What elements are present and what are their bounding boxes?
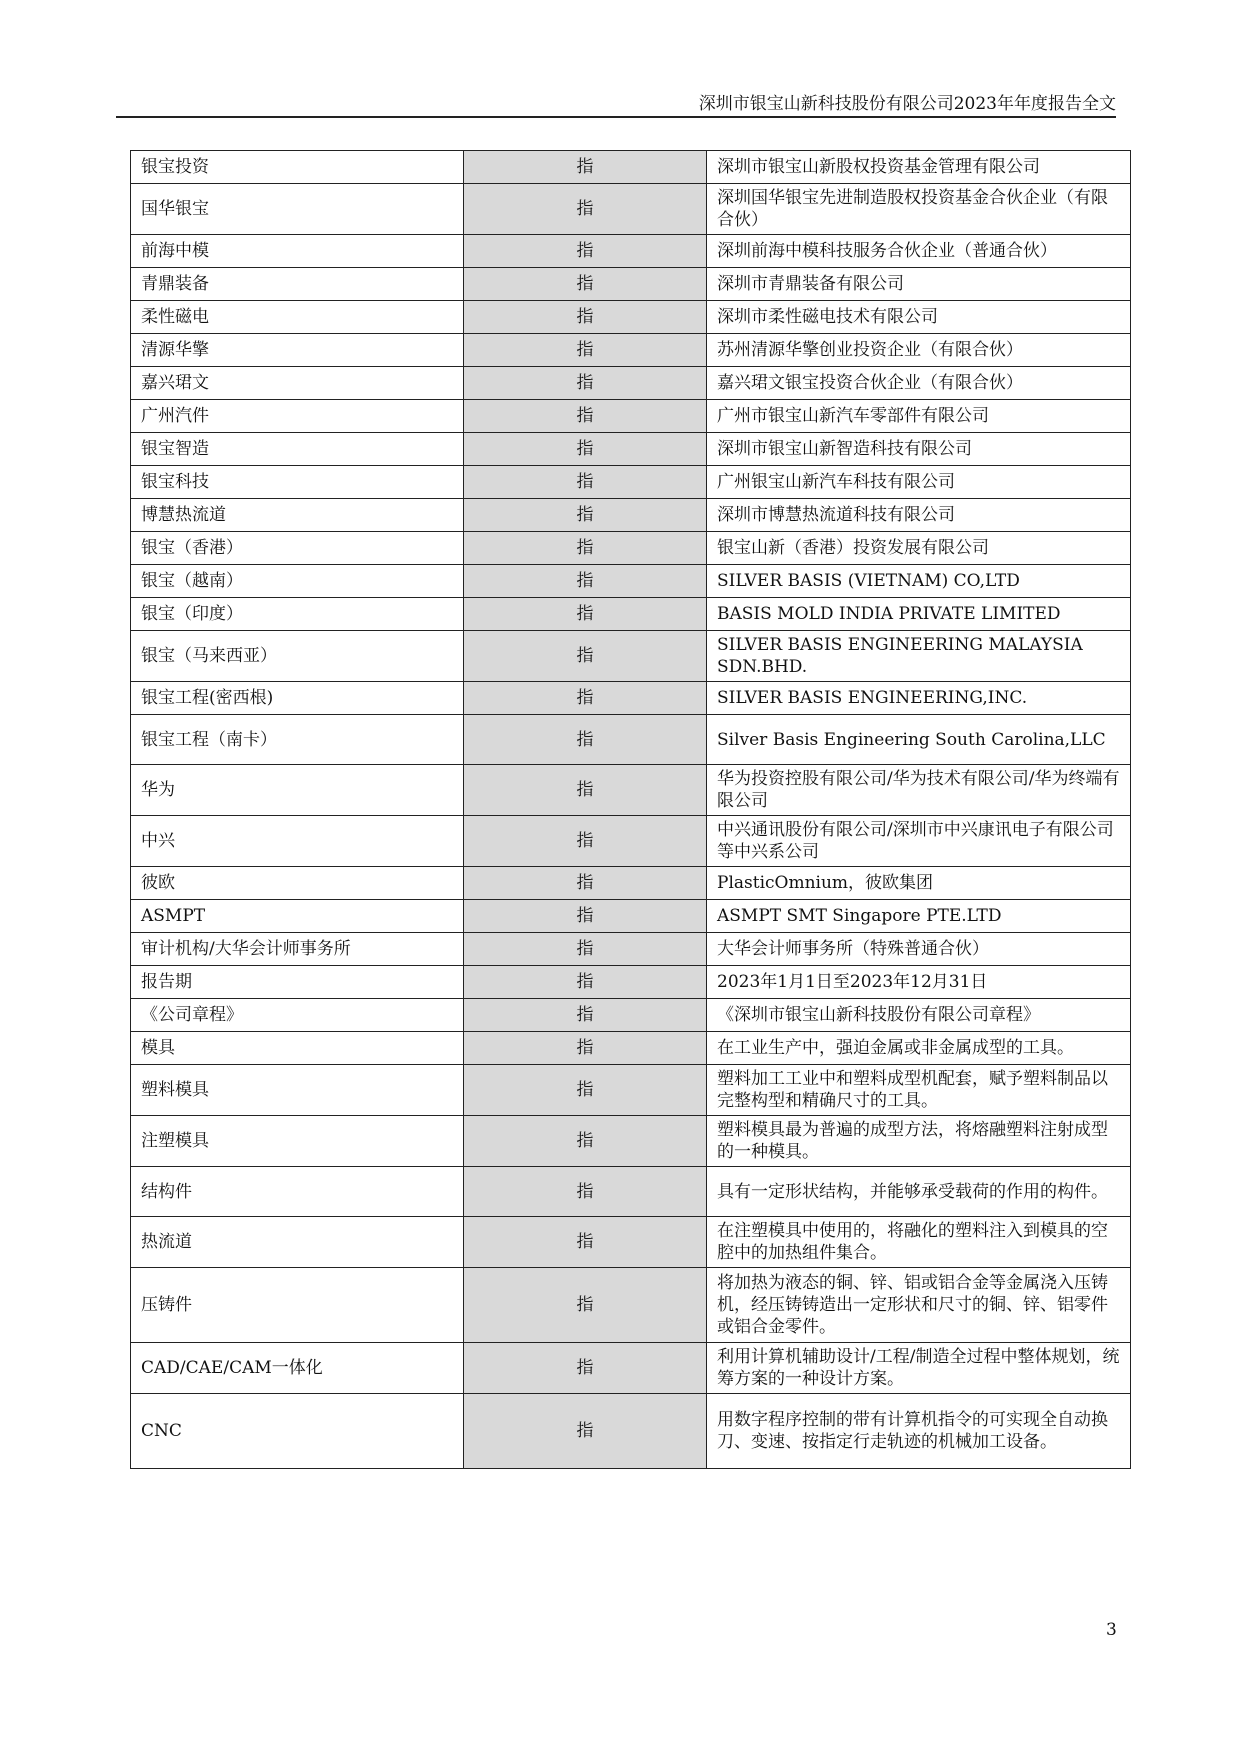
term-cell: 压铸件 (131, 1268, 464, 1343)
table-row (131, 433, 1131, 466)
definition-cell: ASMPT SMT Singapore PTE.LTD (707, 900, 1131, 933)
definition-cell: 深圳国华银宝先进制造股权投资基金合伙企业（有限合伙） (707, 184, 1131, 235)
indicator-cell: 指 (464, 715, 707, 765)
table-row (131, 1343, 1131, 1394)
term-cell: 广州汽件 (131, 400, 464, 433)
definition-cell: 中兴通讯股份有限公司/深圳市中兴康讯电子有限公司等中兴系公司 (707, 816, 1131, 867)
term-cell: 银宝智造 (131, 433, 464, 466)
page-number: 3 (1106, 1620, 1117, 1640)
term-cell: 结构件 (131, 1167, 464, 1217)
definition-cell: SILVER BASIS ENGINEERING MALAYSIA SDN.BHD. (707, 631, 1131, 682)
definition-cell: SILVER BASIS (VIETNAM) CO,LTD (707, 565, 1131, 598)
term-cell: 银宝（香港） (131, 532, 464, 565)
term-cell: 银宝工程（南卡） (131, 715, 464, 765)
indicator-cell: 指 (464, 235, 707, 268)
indicator-cell: 指 (464, 151, 707, 184)
indicator-cell: 指 (464, 1268, 707, 1343)
term-cell: 银宝投资 (131, 151, 464, 184)
table-row (131, 933, 1131, 966)
table-row (131, 400, 1131, 433)
definition-cell: 深圳市青鼎装备有限公司 (707, 268, 1131, 301)
definition-cell: 用数字程序控制的带有计算机指令的可实现全自动换刀、变速、按指定行走轨迹的机械加工设备。 (707, 1394, 1131, 1469)
table-row (131, 367, 1131, 400)
indicator-cell: 指 (464, 1116, 707, 1167)
table-row (131, 235, 1131, 268)
indicator-cell: 指 (464, 598, 707, 631)
table-row (131, 1217, 1131, 1268)
table-row (131, 816, 1131, 867)
indicator-cell: 指 (464, 499, 707, 532)
indicator-cell: 指 (464, 631, 707, 682)
definition-cell: 苏州清源华擎创业投资企业（有限合伙） (707, 334, 1131, 367)
term-cell: 《公司章程》 (131, 999, 464, 1032)
definition-cell: 广州市银宝山新汽车零部件有限公司 (707, 400, 1131, 433)
table-row (131, 499, 1131, 532)
term-cell: 银宝科技 (131, 466, 464, 499)
definition-cell: 在注塑模具中使用的，将融化的塑料注入到模具的空腔中的加热组件集合。 (707, 1217, 1131, 1268)
indicator-cell: 指 (464, 1065, 707, 1116)
term-cell: 审计机构/大华会计师事务所 (131, 933, 464, 966)
table-row (131, 765, 1131, 816)
term-cell: 银宝（马来西亚） (131, 631, 464, 682)
term-cell: 银宝工程(密西根) (131, 682, 464, 715)
table-row (131, 900, 1131, 933)
indicator-cell: 指 (464, 433, 707, 466)
indicator-cell: 指 (464, 816, 707, 867)
definition-cell: 2023年1月1日至2023年12月31日 (707, 966, 1131, 999)
term-cell: 银宝（越南） (131, 565, 464, 598)
table-row (131, 715, 1131, 765)
indicator-cell: 指 (464, 867, 707, 900)
definition-cell: 银宝山新（香港）投资发展有限公司 (707, 532, 1131, 565)
term-cell: 模具 (131, 1032, 464, 1065)
table-row (131, 301, 1131, 334)
definition-cell: 《深圳市银宝山新科技股份有限公司章程》 (707, 999, 1131, 1032)
term-cell: 嘉兴珺文 (131, 367, 464, 400)
term-cell: ASMPT (131, 900, 464, 933)
table-row (131, 682, 1131, 715)
page-header (116, 86, 1116, 118)
table-row (131, 1268, 1131, 1343)
definition-cell: 大华会计师事务所（特殊普通合伙） (707, 933, 1131, 966)
indicator-cell: 指 (464, 268, 707, 301)
definition-cell: 将加热为液态的铜、锌、铝或铝合金等金属浇入压铸机，经压铸铸造出一定形状和尺寸的铜、锌、铝零件或铝合金零件。 (707, 1268, 1131, 1343)
term-cell: 柔性磁电 (131, 301, 464, 334)
term-cell: 彼欧 (131, 867, 464, 900)
table-row (131, 268, 1131, 301)
table-row (131, 1167, 1131, 1217)
definition-cell: 深圳市银宝山新智造科技有限公司 (707, 433, 1131, 466)
indicator-cell: 指 (464, 334, 707, 367)
table-row (131, 151, 1131, 184)
indicator-cell: 指 (464, 933, 707, 966)
indicator-cell: 指 (464, 1032, 707, 1065)
indicator-cell: 指 (464, 1394, 707, 1469)
indicator-cell: 指 (464, 999, 707, 1032)
indicator-cell: 指 (464, 1167, 707, 1217)
indicator-cell: 指 (464, 682, 707, 715)
term-cell: CAD/CAE/CAM一体化 (131, 1343, 464, 1394)
glossary-table (130, 150, 1131, 1469)
term-cell: 中兴 (131, 816, 464, 867)
term-cell: 青鼎装备 (131, 268, 464, 301)
definition-cell: 塑料模具最为普遍的成型方法，将熔融塑料注射成型的一种模具。 (707, 1116, 1131, 1167)
table-row (131, 532, 1131, 565)
term-cell: 清源华擎 (131, 334, 464, 367)
term-cell: 华为 (131, 765, 464, 816)
definition-cell: 嘉兴珺文银宝投资合伙企业（有限合伙） (707, 367, 1131, 400)
indicator-cell: 指 (464, 900, 707, 933)
table-row (131, 334, 1131, 367)
table-row (131, 999, 1131, 1032)
glossary-body (131, 151, 1131, 1469)
table-row (131, 466, 1131, 499)
table-row (131, 867, 1131, 900)
definition-cell: BASIS MOLD INDIA PRIVATE LIMITED (707, 598, 1131, 631)
indicator-cell: 指 (464, 466, 707, 499)
indicator-cell: 指 (464, 765, 707, 816)
table-row (131, 184, 1131, 235)
indicator-cell: 指 (464, 367, 707, 400)
indicator-cell: 指 (464, 301, 707, 334)
term-cell: 国华银宝 (131, 184, 464, 235)
indicator-cell: 指 (464, 184, 707, 235)
indicator-cell: 指 (464, 400, 707, 433)
table-row (131, 1065, 1131, 1116)
definition-cell: 深圳市柔性磁电技术有限公司 (707, 301, 1131, 334)
term-cell: 报告期 (131, 966, 464, 999)
table-row (131, 598, 1131, 631)
term-cell: 银宝（印度） (131, 598, 464, 631)
term-cell: 注塑模具 (131, 1116, 464, 1167)
definition-cell: 塑料加工工业中和塑料成型机配套，赋予塑料制品以完整构型和精确尺寸的工具。 (707, 1065, 1131, 1116)
table-row (131, 631, 1131, 682)
definition-cell: 深圳市博慧热流道科技有限公司 (707, 499, 1131, 532)
table-row (131, 1116, 1131, 1167)
term-cell: 塑料模具 (131, 1065, 464, 1116)
indicator-cell: 指 (464, 966, 707, 999)
definition-cell: PlasticOmnium，彼欧集团 (707, 867, 1131, 900)
term-cell: 前海中模 (131, 235, 464, 268)
table-row (131, 565, 1131, 598)
definition-cell: 利用计算机辅助设计/工程/制造全过程中整体规划，统筹方案的一种设计方案。 (707, 1343, 1131, 1394)
indicator-cell: 指 (464, 1217, 707, 1268)
indicator-cell: 指 (464, 565, 707, 598)
definition-cell: Silver Basis Engineering South Carolina,LLC (707, 715, 1131, 765)
indicator-cell: 指 (464, 532, 707, 565)
term-cell: 热流道 (131, 1217, 464, 1268)
report-title: 深圳市银宝山新科技股份有限公司2023年年度报告全文 (698, 94, 1116, 114)
table-row (131, 1394, 1131, 1469)
definition-cell: 华为投资控股有限公司/华为技术有限公司/华为终端有限公司 (707, 765, 1131, 816)
definition-cell: 具有一定形状结构，并能够承受载荷的作用的构件。 (707, 1167, 1131, 1217)
definition-cell: 深圳前海中模科技服务合伙企业（普通合伙） (707, 235, 1131, 268)
definition-cell: 广州银宝山新汽车科技有限公司 (707, 466, 1131, 499)
term-cell: 博慧热流道 (131, 499, 464, 532)
table-row (131, 966, 1131, 999)
table-row (131, 1032, 1131, 1065)
definition-cell: SILVER BASIS ENGINEERING,INC. (707, 682, 1131, 715)
definition-cell: 在工业生产中，强迫金属或非金属成型的工具。 (707, 1032, 1131, 1065)
definition-cell: 深圳市银宝山新股权投资基金管理有限公司 (707, 151, 1131, 184)
term-cell: CNC (131, 1394, 464, 1469)
indicator-cell: 指 (464, 1343, 707, 1394)
